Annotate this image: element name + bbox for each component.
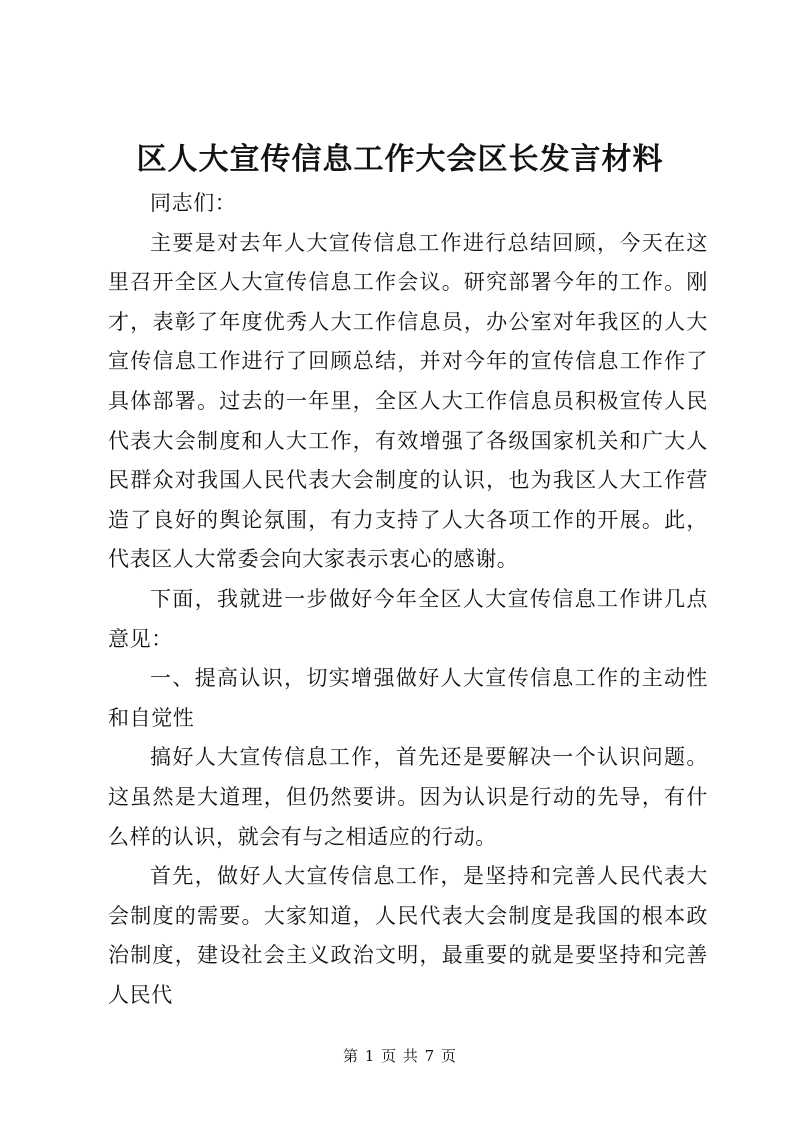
document-body [108, 184, 708, 1015]
paragraph-opinions: 下面，我就进一步做好今年全区人大宣传信息工作讲几点意见： [108, 586, 708, 651]
paragraph-intro: 主要是对去年人大宣传信息工作进行总结回顾，今天在这里召开全区人大宣传信息工作会议。研究部署今年的工作。刚才，表彰了年度优秀人大工作信息员，办公室对年我区的人大宣传信息工作进行了回顾总结，并对今年的宣传信息工作作了具体部署。过去的一年里，全区人大工作信息员积极宣传人民代表大会制度和人大工作，有效增强了各级国家机关和广大人民群众对我国人民代表大会制度的认识，也为我区人大工作营造了良好的舆论氛围，有力支持了人大各项工作的开展。此，代表区人大常委会向大家表示衷心的感谢。 [108, 230, 708, 572]
page-footer: 第 1 页 共 7 页 [343, 1047, 457, 1065]
document-title: 区人大宣传信息工作大会区长发言材料 [136, 142, 664, 177]
section-heading-1: 一、提高认识，切实增强做好人大宣传信息工作的主动性和自觉性 [108, 666, 708, 730]
paragraph-salutation: 同志们： [150, 191, 237, 215]
paragraph-first-point: 首先，做好人大宣传信息工作，是坚持和完善人民代表大会制度的需要。大家知道，人民代表大会制度是我国的根本政治制度，建设社会主义政治文明，最重要的就是要坚持和完善人民代 [108, 864, 708, 1007]
paragraph-awareness: 搞好人大宣传信息工作，首先还是要解决一个认识问题。这虽然是大道理，但仍然要讲。因为认识是行动的先导，有什么样的认识，就会有与之相适应的行动。 [108, 745, 708, 849]
